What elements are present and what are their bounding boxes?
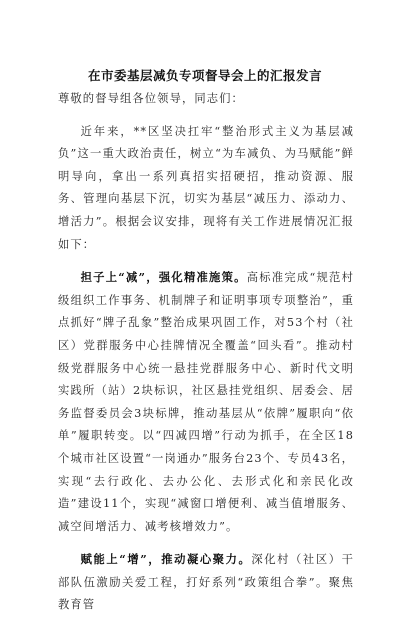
paragraph-gap xyxy=(58,538,354,548)
document-title: 在市委基层减负专项督导会上的汇报发言 xyxy=(87,68,322,83)
section-1-paragraph xyxy=(58,266,354,538)
section-1-body: 高标准完成“规范村级组织工作事务、机制牌子和证明事项专项整治”，重点抓好“牌子乱象”整治成果巩固工作，对53个村（社区）党群服务中心挂牌情况全覆盖“回头看”。推动村级党群服务中心统一悬挂党群服务中心、新时代文明实践所（站）2块标识，社区悬挂党组织、居委会、居务监督委员会3块标牌，推动基层从“依牌”履职向“依单”履职转变。以“四减四增”行动为抓手，在全区18个城市社区设置“一岗通办”服务台23个、专员43名，实现“去行政化、去办公化、去形式化和亲民化改造”建设11个，实现“减窗口增便利、减当值增服务、减空间增活力、减考核增效力”。 xyxy=(58,271,354,533)
document-body xyxy=(58,88,354,617)
section-2-heading: 赋能上“增”，推动凝心聚力。 xyxy=(80,552,252,567)
section-2-body: 深化村（社区）干部队伍激励关爱工程，打好系列“政策组合拳”。聚焦教育管 xyxy=(58,553,354,612)
section-2-paragraph xyxy=(58,548,354,617)
section-1-heading: 担子上“减”，强化精准施策。 xyxy=(80,270,247,285)
salutation: 尊敬的督导组各位领导，同志们： xyxy=(58,92,244,105)
paragraph-gap xyxy=(58,111,354,121)
paragraph-gap xyxy=(58,256,354,266)
intro-paragraph: 近年来，**区坚决扛牢“整治形式主义为基层减负”这一重大政治责任，树立“为车减负、为马赋能”鲜明导向，拿出一系列真招实招硬招，推动资源、服务、管理向基层下沉，切实为基层“减压力、添动力、增活力”。根据会议安排，现将有关工作进展情况汇报如下： xyxy=(58,124,354,251)
